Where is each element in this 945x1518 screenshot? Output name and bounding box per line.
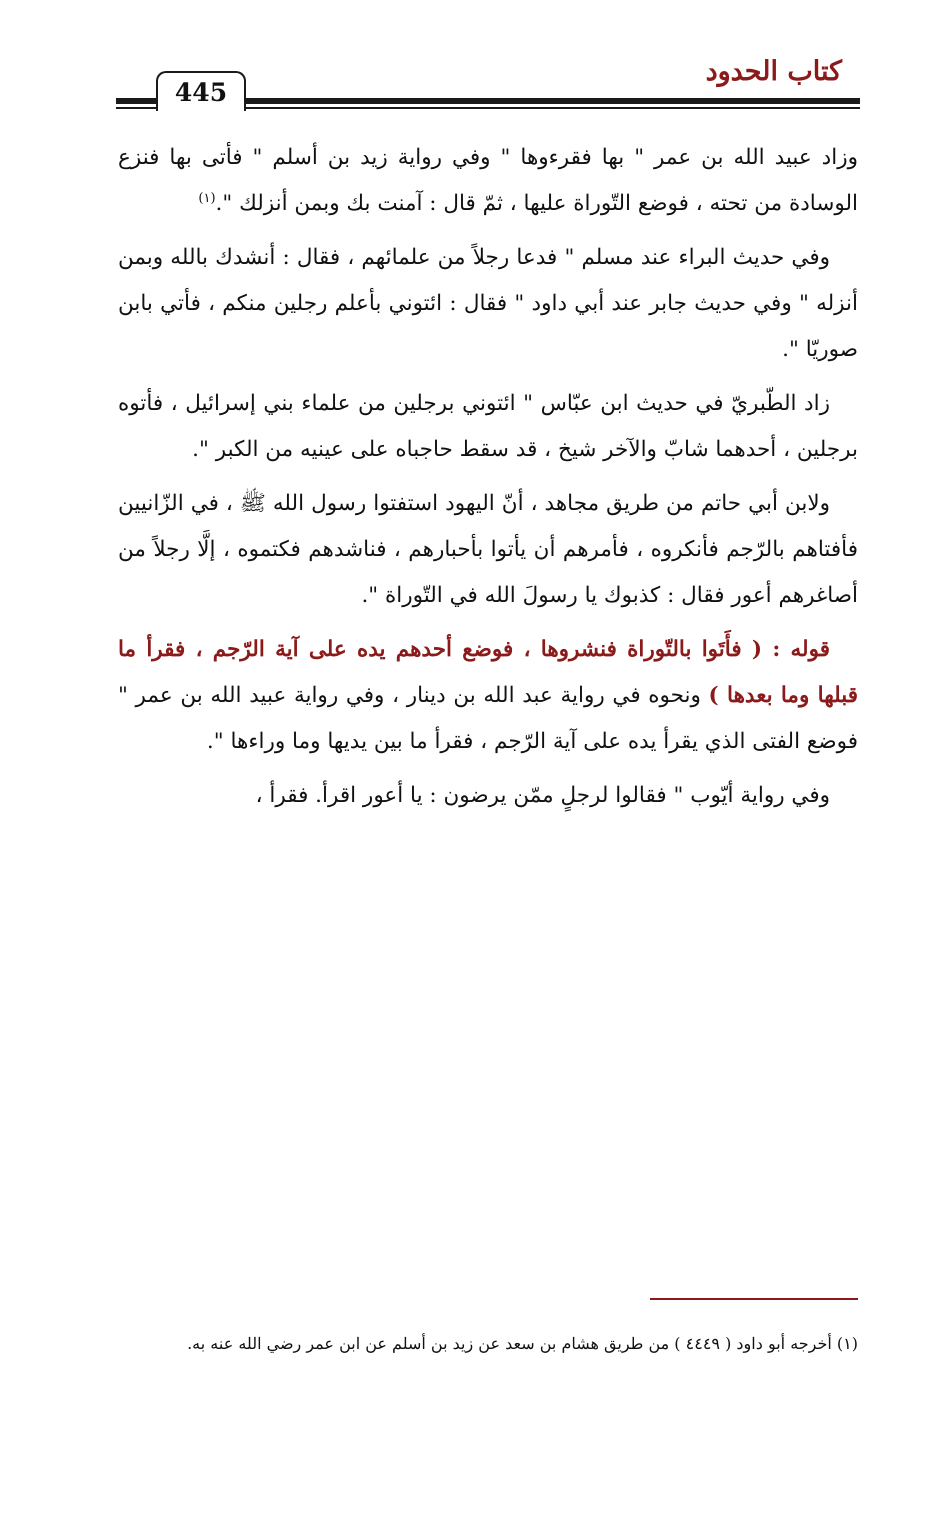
page-number: 445 [156, 71, 246, 111]
paragraph-5-commentary: ونحوه في رواية عبد الله بن دينار ، وفي رواية عبيد الله بن عمر " فوضع الفتى الذي يقرأ يده على آية الرّجم ، فقرأ ما بين يديها وما وراءها ". [118, 683, 858, 754]
paragraph-1 [118, 135, 858, 227]
paragraph-1-text: وزاد عبيد الله بن عمر " بها فقرءوها " وفي رواية زيد بن أسلم " فأتى بها فنزع الوسادة من تحته ، فوضع التّوراة عليها ، ثمّ قال : آمنت بك وبمن أنزلك ". [118, 145, 858, 216]
paragraph-2: وفي حديث البراء عند مسلم " فدعا رجلاً من علمائهم ، فقال : أنشدك بالله وبمن أنزله " وفي حديث جابر عند أبي داود " فقال : ائتوني بأعلم رجلين منكم ، فأتي بابن صوريّا ". [118, 245, 858, 362]
book-title: كتاب الحدود [705, 56, 842, 87]
paragraph-6: وفي رواية أيّوب " فقالوا لرجلٍ ممّن يرضون : يا أعور اقرأ. فقرأ ، [255, 783, 830, 808]
paragraph-5 [118, 627, 858, 765]
paragraph-4: ولابن أبي حاتم من طريق مجاهد ، أنّ اليهود استفتوا رسول الله ﷺ ، في الزّانيين فأفتاهم بالرّجم فأنكروه ، فأمرهم أن يأتوا بأحبارهم ، فناشدهم فكتموه ، إلَّا رجلاً من أصاغرهم أعور فقال : كذبوك يا رسولَ الله في التّوراة ". [118, 491, 858, 608]
page-header [116, 50, 860, 112]
footnote-separator [650, 1298, 858, 1300]
footnote-reference: (١) [198, 190, 216, 206]
main-text [118, 135, 858, 827]
quoted-hadith-text: قوله : ( فأَتَوا بالتّوراة فنشروها ، فوضع أحدهم يده على آية الرّجم ، فقرأ ما قبلها وما بعدها ) [118, 637, 858, 708]
footnote-1: (١) أخرجه أبو داود ( ٤٤٤٩ ) من طريق هشام بن سعد عن زيد بن أسلم عن ابن عمر رضي الله عنه به. [187, 1334, 858, 1353]
paragraph-3: زاد الطّبريّ في حديث ابن عبّاس " ائتوني برجلين من علماء بني إسرائيل ، فأتوه برجلين ، أحدهما شابّ والآخر شيخ ، قد سقط حاجباه على عينيه من الكبر ". [118, 391, 858, 462]
